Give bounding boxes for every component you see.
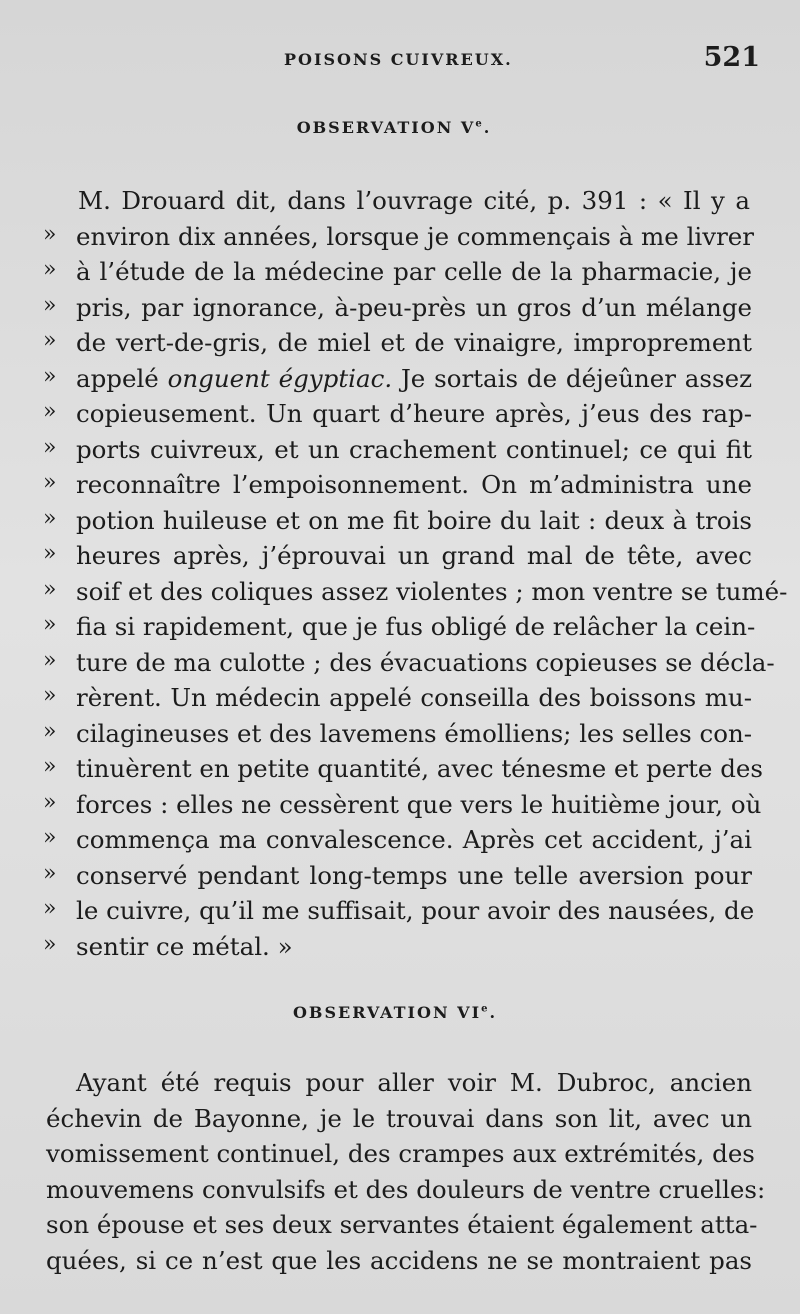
observation-5-line [0,399,800,435]
quote-mark: » [43,612,57,637]
line-text: commença ma convalescence. Après cet accident, j’ai [76,825,752,854]
observation-5-line [0,222,800,258]
line-text: cilagineuses et des lavemens émolliens; les selles con- [76,718,753,748]
observation-5-line [0,790,800,826]
line-text: mouvemens convulsifs et des douleurs de ventre cruelles: [46,1174,766,1204]
italic-term: onguent égyptiac. [167,363,393,393]
quote-mark: » [43,363,57,389]
running-head [0,42,800,82]
page-number: 521 [703,42,760,73]
observation-6-line [0,1175,800,1211]
quote-mark: » [43,825,57,850]
observation-5-line [0,932,800,968]
observation-5-heading-sup: e [475,118,484,130]
quote-mark: » [43,576,57,602]
observation-5-line [0,470,800,506]
line-text: le cuivre, qu’il me suffisait, pour avoir des nausées, de [76,896,755,925]
quote-mark: » [43,328,57,353]
line-text: potion huileuse et on me fit boire du lait : deux à trois [76,505,752,535]
line-text: son épouse et ses deux servantes étaient également atta- [46,1210,758,1239]
observation-6-heading-sup: e [481,1003,490,1015]
observation-5-heading [0,118,794,137]
line-text: à l’étude de la médecine par celle de la pharmacie, je [76,257,752,286]
observation-5-line [0,328,800,364]
observation-5-heading-end: . [483,118,492,137]
line-text: pris, par ignorance, à-peu-près un gros d’un mélange [76,292,752,322]
observation-5-line [0,825,800,861]
observation-6-line [0,1104,800,1140]
observation-6-line [0,1210,800,1246]
observation-5-line [0,577,800,613]
line-text: copieusement. Un quart d’heure après, j’eus des rap- [76,399,752,428]
observation-6-heading-end: . [489,1003,498,1022]
observation-5-heading-text: OBSERVATION V [296,118,476,137]
quote-mark: » [43,541,57,566]
quote-mark: » [43,789,57,815]
line-text: ture de ma culotte ; des évacuations copieuses se décla- [76,647,775,677]
line-text: vomissement continuel, des crampes aux extrémités, des [46,1139,755,1168]
line-text: tinuèrent en petite quantité, avec ténesme et perte des [76,754,763,783]
observation-6-line [0,1139,800,1175]
line-text: quées, si ce n’est que les accidens ne se montraient pas [46,1245,752,1275]
observation-5-line [0,541,800,577]
quote-mark: » [43,683,57,708]
line-text: appelé onguent égyptiac. Je sortais de déjeûner assez [76,363,752,393]
running-title: POISONS CUIVREUX. [284,50,513,69]
line-text: rèrent. Un médecin appelé conseilla des boissons mu- [76,683,752,712]
observation-5-line [0,896,800,932]
line-text: de vert-de-gris, de miel et de vinaigre, improprement [76,328,752,357]
observation-5-line [0,364,800,400]
observation-5-line [0,683,800,719]
line-text: conservé pendant long-temps une telle aversion pour [76,860,752,890]
quote-mark: » [43,257,57,282]
observation-6-line [0,1246,800,1282]
quote-mark: » [43,896,57,921]
line-text: fia si rapidement, que je fus obligé de relâcher la cein- [76,612,756,641]
line-text: sentir ce métal. » [76,931,293,961]
observation-5-line [0,719,800,755]
observation-6-heading-text: OBSERVATION VI [292,1003,482,1022]
quote-mark: » [43,860,57,886]
observation-5-line [0,257,800,293]
observation-6-line [0,1068,800,1104]
observation-5-line [0,435,800,471]
observation-5-line [0,648,800,684]
line-text: soif et des coliques assez violentes ; mon ventre se tumé- [76,576,788,606]
observation-5-line [0,754,800,790]
quote-mark: » [43,434,57,460]
observation-6-heading [0,1003,795,1022]
quote-mark: » [43,647,57,673]
line-text: Ayant été requis pour aller voir M. Dubroc, ancien [76,1068,752,1097]
observation-5-line [0,186,800,222]
quote-mark: » [43,931,57,957]
observation-5-line [0,612,800,648]
quote-mark: » [43,221,57,247]
quote-mark: » [43,292,57,318]
quote-mark: » [43,399,57,424]
quote-mark: » [43,505,57,531]
line-text: échevin de Bayonne, je le trouvai dans son lit, avec un [46,1103,752,1133]
quote-mark: » [43,754,57,779]
quote-mark: » [43,718,57,744]
line-text: heures après, j’éprouvai un grand mal de tête, avec [76,541,752,570]
line-text: ports cuivreux, et un crachement continuel; ce qui fit [76,434,752,464]
observation-5-line [0,293,800,329]
observation-5-line [0,861,800,897]
line-text: reconnaître l’empoisonnement. On m’administra une [76,470,752,499]
line-text: M. Drouard dit, dans l’ouvrage cité, p. 391 : « Il y a [78,186,750,215]
line-text: forces : elles ne cessèrent que vers le huitième jour, où [76,789,762,819]
observation-5-line [0,506,800,542]
quote-mark: » [43,470,57,495]
line-text: environ dix années, lorsque je commençais à me livrer [76,221,755,251]
